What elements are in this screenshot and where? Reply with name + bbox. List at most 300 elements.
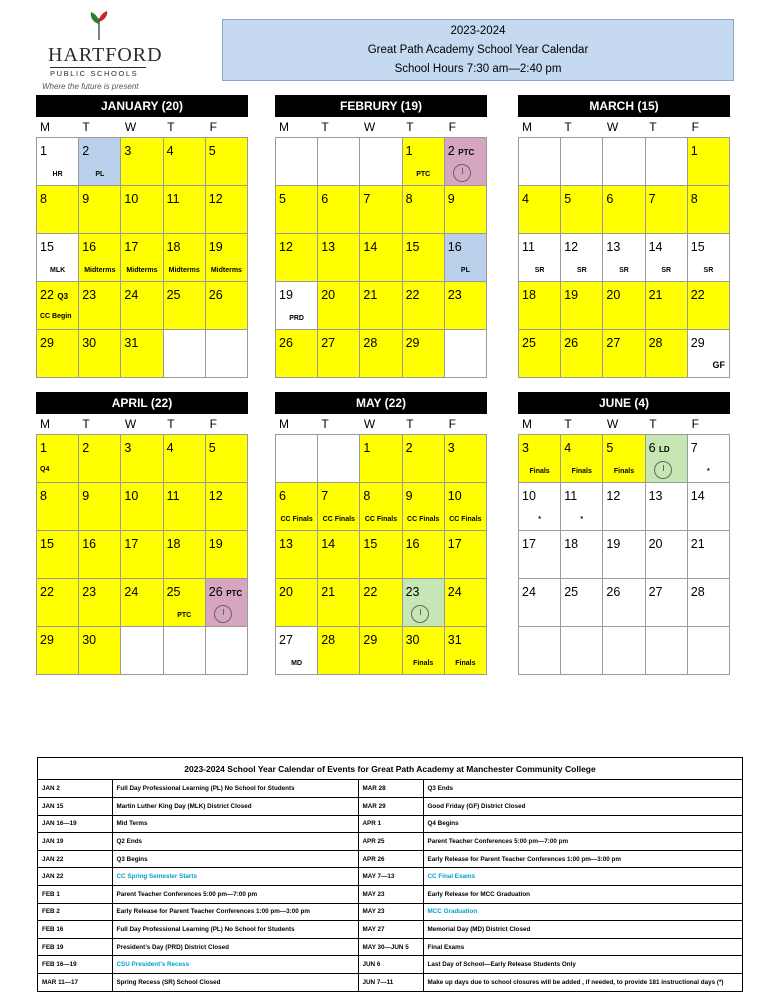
- day-number-text: 6: [279, 489, 286, 503]
- day-number: [167, 288, 181, 302]
- header-title: Great Path Academy School Year Calendar: [367, 44, 589, 56]
- day-number-text: 15: [690, 240, 705, 254]
- day-cell: [603, 186, 645, 234]
- day-cell: [688, 435, 730, 483]
- day-cell: [164, 234, 206, 282]
- day-number-text: 22: [40, 288, 54, 302]
- event-row: [38, 798, 742, 816]
- weekday-label: W: [363, 417, 376, 431]
- day-number-text: 3: [447, 441, 455, 455]
- day-number: [40, 441, 47, 455]
- day-number: [406, 441, 413, 455]
- event-date: MAY 23: [358, 903, 423, 921]
- event-description: CSU President’s Recess: [112, 956, 358, 974]
- day-cell: [561, 627, 603, 675]
- day-cell: [445, 531, 487, 579]
- day-number-text: 13: [648, 489, 663, 503]
- day-number: [167, 240, 181, 254]
- event-description: Parent Teacher Conferences 5:00 pm—7:00 pm: [423, 833, 742, 851]
- day-cell: [445, 330, 487, 378]
- day-number-text: 16: [82, 537, 97, 551]
- weekday-header: [518, 414, 730, 434]
- day-number-text: 20: [648, 537, 663, 551]
- day-number-text: 8: [40, 192, 47, 206]
- calendar-header: [222, 19, 734, 81]
- day-number-text: 3: [124, 441, 132, 455]
- day-cell: [206, 138, 248, 186]
- day-cell: [360, 483, 402, 531]
- day-cell: [79, 234, 121, 282]
- weekday-label: F: [209, 417, 217, 431]
- day-number-text: 18: [166, 240, 181, 254]
- day-cell: [646, 531, 688, 579]
- day-number: [167, 192, 180, 206]
- day-number-text: 8: [405, 192, 413, 206]
- day-cell: [79, 138, 121, 186]
- day-number-text: 24: [447, 585, 462, 599]
- day-note: MLK: [50, 267, 66, 274]
- day-number-text: 9: [82, 489, 90, 503]
- day-number: [124, 585, 138, 599]
- header-year: 2023-2024: [450, 25, 506, 37]
- day-cell: [164, 330, 206, 378]
- day-cell: [445, 435, 487, 483]
- day-number-text: 23: [447, 288, 462, 302]
- day-number: [606, 192, 613, 206]
- day-cell: [318, 579, 360, 627]
- hartford-logo: [44, 10, 174, 90]
- event-description: Early Release for Parent Teacher Conferences 1:00 pm—3:00 pm: [112, 903, 358, 921]
- day-number-text: 8: [690, 192, 698, 206]
- day-number: [209, 240, 223, 254]
- day-grid: [275, 434, 487, 675]
- day-number: [691, 240, 705, 254]
- day-cell: [276, 627, 318, 675]
- day-cell: [519, 627, 561, 675]
- day-number-text: 20: [606, 288, 621, 302]
- day-note: Midterms: [84, 267, 116, 274]
- day-tag: PTC: [458, 148, 475, 157]
- day-number-text: 11: [166, 489, 180, 503]
- weekday-label: T: [649, 417, 657, 431]
- day-cell: [318, 234, 360, 282]
- day-number-text: 25: [522, 336, 536, 350]
- day-number-text: 5: [208, 144, 216, 158]
- month-title: JUNE (4): [518, 392, 730, 414]
- day-number-text: 2: [82, 441, 90, 455]
- day-number: [279, 537, 293, 551]
- day-cell: [519, 138, 561, 186]
- event-description: Q4 Begins: [423, 815, 742, 833]
- event-date: APR 25: [358, 833, 423, 851]
- event-date: MAR 29: [358, 798, 423, 816]
- day-cell: [121, 138, 163, 186]
- day-number: [167, 489, 180, 503]
- day-number: [564, 537, 578, 551]
- day-cell: [561, 138, 603, 186]
- day-number: [82, 336, 96, 350]
- day-number-text: 7: [648, 192, 656, 206]
- day-cell: [121, 579, 163, 627]
- event-description: Q3 Begins: [112, 850, 358, 868]
- day-cell: [445, 282, 487, 330]
- day-number-text: 8: [40, 489, 47, 503]
- day-number: [649, 489, 663, 503]
- day-number: [606, 336, 620, 350]
- day-cell: [360, 627, 402, 675]
- day-number-text: 17: [124, 537, 139, 551]
- day-number: [40, 240, 54, 254]
- weekday-label: W: [363, 120, 376, 134]
- day-grid: [518, 434, 730, 675]
- day-cell: [360, 579, 402, 627]
- event-description: Q3 Ends: [423, 780, 742, 798]
- day-number-text: 22: [690, 288, 705, 302]
- day-cell: [561, 186, 603, 234]
- day-number: [279, 633, 293, 647]
- day-cell: [646, 234, 688, 282]
- day-cell: [164, 531, 206, 579]
- day-number: [124, 288, 138, 302]
- day-number-text: 29: [40, 633, 54, 647]
- day-number: [209, 441, 216, 455]
- day-number-text: 4: [564, 441, 572, 455]
- day-number: [40, 633, 54, 647]
- day-number: [363, 192, 370, 206]
- day-number: [406, 336, 420, 350]
- day-number: [406, 585, 420, 599]
- weekday-header: [36, 117, 248, 137]
- weekday-label: T: [321, 417, 329, 431]
- day-number-text: 1: [690, 144, 698, 158]
- day-number: [124, 537, 138, 551]
- day-note: Q4: [40, 466, 50, 473]
- event-description: CC Final Exams: [423, 868, 742, 886]
- day-number: [448, 192, 455, 206]
- event-date: APR 1: [358, 815, 423, 833]
- day-cell: [688, 186, 730, 234]
- day-cell: [360, 234, 402, 282]
- day-cell: [445, 234, 487, 282]
- day-number: [649, 288, 663, 302]
- weekday-label: T: [649, 120, 657, 134]
- day-number-text: 10: [124, 489, 139, 503]
- day-number-text: 29: [405, 336, 420, 350]
- day-number-text: 2: [82, 144, 90, 158]
- event-row: [38, 921, 742, 939]
- weekday-label: T: [167, 417, 175, 431]
- day-number: [522, 240, 535, 254]
- day-number-text: 30: [82, 336, 97, 350]
- day-number-text: 13: [321, 240, 336, 254]
- day-note: PTC: [177, 612, 192, 619]
- day-cell: [206, 186, 248, 234]
- event-date: MAY 30—JUN 5: [358, 938, 423, 956]
- event-date: JAN 22: [38, 868, 112, 886]
- day-number: [321, 537, 335, 551]
- day-number: [406, 633, 420, 647]
- day-cell: [37, 627, 79, 675]
- day-note: Midterms: [210, 267, 242, 274]
- day-note: SR: [661, 267, 672, 274]
- day-number: [448, 240, 462, 254]
- day-cell: [206, 234, 248, 282]
- day-number: [124, 336, 138, 350]
- weekday-label: W: [606, 417, 619, 431]
- day-cell: [403, 282, 445, 330]
- day-tag: PTC: [226, 589, 243, 598]
- day-cell: [164, 627, 206, 675]
- day-number: [40, 489, 47, 503]
- day-number: [649, 441, 670, 455]
- day-cell: [646, 282, 688, 330]
- event-date: FEB 1: [38, 886, 112, 904]
- day-cell: [403, 435, 445, 483]
- day-number-text: 10: [124, 192, 139, 206]
- day-cell: [403, 234, 445, 282]
- event-date: MAR 28: [358, 780, 423, 798]
- day-cell: [646, 330, 688, 378]
- day-number: [691, 288, 705, 302]
- day-cell: [206, 531, 248, 579]
- day-number: [82, 489, 89, 503]
- event-date: JAN 19: [38, 833, 112, 851]
- day-number: [448, 288, 462, 302]
- day-number-text: 2: [447, 144, 455, 158]
- event-date: JUN 6: [358, 956, 423, 974]
- day-cell: [646, 186, 688, 234]
- day-number-text: 13: [606, 240, 621, 254]
- event-row: [38, 903, 742, 921]
- day-cell: [403, 186, 445, 234]
- day-number-text: 5: [279, 192, 286, 206]
- day-cell: [646, 579, 688, 627]
- event-date: JAN 2: [38, 780, 112, 798]
- day-cell: [603, 330, 645, 378]
- day-note: Finals: [571, 468, 592, 475]
- day-number-text: 7: [321, 489, 329, 503]
- day-number-text: 26: [564, 336, 579, 350]
- events-table: [37, 757, 743, 992]
- weekday-header: [275, 117, 487, 137]
- day-number-text: 18: [564, 537, 579, 551]
- day-number: [40, 144, 47, 158]
- day-cell: [318, 282, 360, 330]
- event-row: [38, 850, 742, 868]
- month-title: MAY (22): [275, 392, 487, 414]
- day-cell: [360, 138, 402, 186]
- month-april: [36, 392, 248, 675]
- day-number: [649, 537, 663, 551]
- day-cell: [403, 531, 445, 579]
- day-note: Finals: [613, 468, 635, 475]
- day-number-text: 19: [564, 288, 579, 302]
- day-number: [448, 441, 455, 455]
- day-number: [606, 585, 620, 599]
- day-cell: [79, 186, 121, 234]
- day-number-text: 27: [606, 336, 621, 350]
- day-number-text: 1: [363, 441, 371, 455]
- event-description: President’s Day (PRD) District Closed: [112, 938, 358, 956]
- day-cell: [121, 282, 163, 330]
- day-cell: [121, 483, 163, 531]
- day-number: [209, 288, 223, 302]
- day-number: [82, 144, 89, 158]
- day-cell: [276, 282, 318, 330]
- day-number-text: 25: [166, 585, 181, 599]
- clock-icon: [654, 461, 672, 479]
- day-number: [564, 288, 578, 302]
- event-date: MAY 23: [358, 886, 423, 904]
- day-note: PRD: [289, 315, 304, 322]
- day-number: [124, 144, 131, 158]
- day-number: [522, 585, 536, 599]
- event-description: Spring Recess (SR) School Closed: [112, 974, 358, 992]
- weekday-label: F: [691, 120, 699, 134]
- day-cell: [519, 483, 561, 531]
- day-number: [82, 240, 96, 254]
- clock-icon: [453, 164, 471, 182]
- day-number: [209, 585, 242, 599]
- day-number-text: 17: [447, 537, 462, 551]
- day-number: [691, 192, 698, 206]
- day-number-text: 26: [279, 336, 293, 350]
- day-number: [321, 633, 335, 647]
- day-number: [321, 240, 335, 254]
- day-number: [209, 489, 223, 503]
- day-cell: [318, 330, 360, 378]
- day-cell: [445, 579, 487, 627]
- event-description: CC Spring Semester Starts: [112, 868, 358, 886]
- day-number-text: 6: [606, 192, 614, 206]
- day-number-text: 5: [564, 192, 572, 206]
- day-number-text: 31: [124, 336, 139, 350]
- month-title: JANUARY (20): [36, 95, 248, 117]
- day-cell: [360, 531, 402, 579]
- day-cell: [79, 282, 121, 330]
- day-cell: [603, 138, 645, 186]
- day-cell: [37, 435, 79, 483]
- day-number-text: 7: [690, 441, 698, 455]
- day-cell: [519, 531, 561, 579]
- event-description: Last Day of School—Early Release Students Only: [423, 956, 742, 974]
- day-number-text: 25: [564, 585, 579, 599]
- day-number: [40, 585, 54, 599]
- day-number-text: 23: [82, 288, 97, 302]
- day-number: [363, 288, 377, 302]
- day-cell: [164, 579, 206, 627]
- logo-sub: PUBLIC SCHOOLS: [50, 67, 146, 78]
- weekday-header: [518, 117, 730, 137]
- day-number: [82, 633, 96, 647]
- day-cell: [561, 435, 603, 483]
- day-cell: [276, 579, 318, 627]
- day-number-text: 7: [363, 192, 371, 206]
- day-number: [209, 537, 223, 551]
- day-number: [649, 240, 663, 254]
- day-number: [363, 585, 377, 599]
- day-number-text: 6: [321, 192, 329, 206]
- day-note: *: [707, 468, 710, 475]
- day-note: GF: [712, 360, 725, 370]
- day-cell: [37, 579, 79, 627]
- day-note: MD: [291, 660, 303, 667]
- event-description: Make up days due to school closures will be added , if needed, to provide 181 instructional days (*): [423, 974, 742, 992]
- day-number-text: 1: [405, 144, 413, 158]
- day-cell: [164, 186, 206, 234]
- day-number-text: 28: [648, 336, 663, 350]
- clock-icon: [411, 605, 429, 623]
- day-number-text: 21: [690, 537, 705, 551]
- day-cell: [121, 330, 163, 378]
- day-cell: [79, 627, 121, 675]
- day-number: [448, 489, 462, 503]
- day-number-text: 17: [522, 537, 536, 551]
- day-number-text: 19: [208, 537, 223, 551]
- day-cell: [561, 531, 603, 579]
- day-number: [406, 192, 413, 206]
- day-grid: [275, 137, 487, 378]
- day-number: [564, 489, 577, 503]
- day-cell: [164, 435, 206, 483]
- weekday-label: T: [564, 417, 572, 431]
- event-date: FEB 19: [38, 938, 112, 956]
- day-cell: [445, 627, 487, 675]
- month-title: MARCH (15): [518, 95, 730, 117]
- day-cell: [519, 435, 561, 483]
- event-row: [38, 886, 742, 904]
- event-date: JUN 7—11: [358, 974, 423, 992]
- day-number: [82, 192, 89, 206]
- day-cell: [318, 186, 360, 234]
- day-note: CC Finals: [449, 516, 482, 523]
- day-cell: [37, 234, 79, 282]
- day-number-text: 29: [690, 336, 705, 350]
- day-cell: [164, 282, 206, 330]
- day-number: [691, 585, 705, 599]
- day-note: Midterms: [126, 267, 158, 274]
- day-number-text: 15: [40, 537, 54, 551]
- day-number-text: 22: [40, 585, 54, 599]
- day-number-text: 9: [447, 192, 455, 206]
- day-cell: [603, 579, 645, 627]
- day-cell: [318, 138, 360, 186]
- day-cell: [603, 435, 645, 483]
- day-cell: [318, 627, 360, 675]
- weekday-header: [275, 414, 487, 434]
- day-number-text: 2: [405, 441, 413, 455]
- day-number: [522, 336, 536, 350]
- event-description: Final Exams: [423, 938, 742, 956]
- event-description: Full Day Professional Learning (PL) No School for Students: [112, 921, 358, 939]
- day-number: [363, 537, 377, 551]
- event-row: [38, 868, 742, 886]
- day-cell: [646, 138, 688, 186]
- weekday-label: M: [279, 120, 289, 134]
- day-number: [564, 585, 578, 599]
- day-number-text: 26: [208, 288, 223, 302]
- day-cell: [164, 138, 206, 186]
- day-number-text: 11: [522, 240, 535, 254]
- day-cell: [79, 531, 121, 579]
- day-cell: [519, 234, 561, 282]
- day-number-text: 13: [279, 537, 293, 551]
- day-number-text: 12: [279, 240, 293, 254]
- day-number-text: 19: [279, 288, 293, 302]
- day-cell: [688, 330, 730, 378]
- day-number-text: 8: [363, 489, 371, 503]
- day-number-text: 26: [606, 585, 621, 599]
